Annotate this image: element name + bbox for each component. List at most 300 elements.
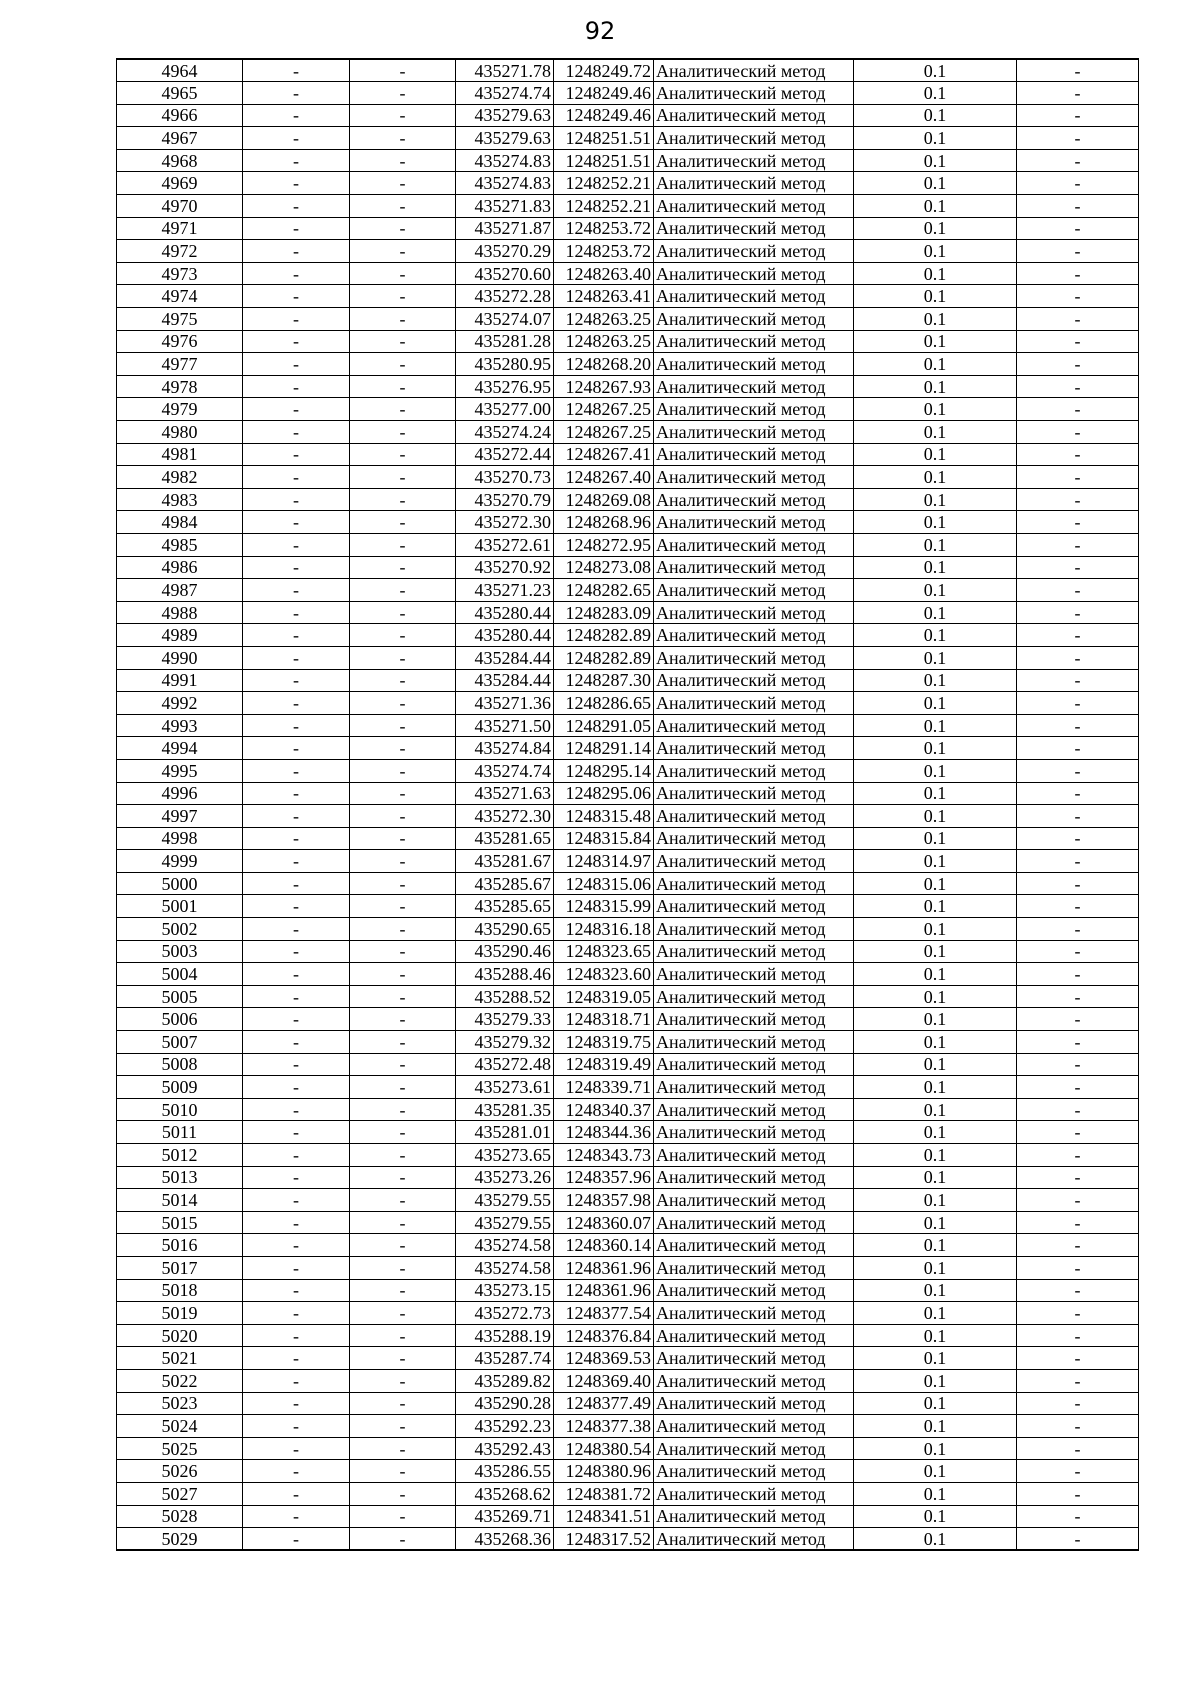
method-cell: Аналитический метод <box>654 759 854 782</box>
dash-cell: - <box>1017 692 1139 715</box>
precision-cell: 0.1 <box>854 1460 1017 1483</box>
dash-cell: - <box>1017 217 1139 240</box>
y-coordinate-cell: 1248340.37 <box>554 1098 654 1121</box>
table-row <box>117 918 1139 941</box>
point-number-cell: 4971 <box>117 217 243 240</box>
dash-cell: - <box>350 149 456 172</box>
x-coordinate-cell: 435274.84 <box>456 737 554 760</box>
y-coordinate-cell: 1248380.96 <box>554 1460 654 1483</box>
dash-cell: - <box>1017 579 1139 602</box>
dash-cell: - <box>243 195 350 218</box>
dash-cell: - <box>1017 1437 1139 1460</box>
dash-cell: - <box>350 737 456 760</box>
precision-cell: 0.1 <box>854 59 1017 82</box>
dash-cell: - <box>243 759 350 782</box>
y-coordinate-cell: 1248263.41 <box>554 285 654 308</box>
dash-cell: - <box>1017 488 1139 511</box>
dash-cell: - <box>1017 1098 1139 1121</box>
point-number-cell: 5001 <box>117 895 243 918</box>
precision-cell: 0.1 <box>854 850 1017 873</box>
point-number-cell: 4987 <box>117 579 243 602</box>
dash-cell: - <box>1017 1302 1139 1325</box>
table-row <box>117 217 1139 240</box>
x-coordinate-cell: 435279.63 <box>456 127 554 150</box>
y-coordinate-cell: 1248377.54 <box>554 1302 654 1325</box>
dash-cell: - <box>350 714 456 737</box>
dash-cell: - <box>350 240 456 263</box>
dash-cell: - <box>1017 1189 1139 1212</box>
method-cell: Аналитический метод <box>654 488 854 511</box>
point-number-cell: 5013 <box>117 1166 243 1189</box>
dash-cell: - <box>350 330 456 353</box>
dash-cell: - <box>1017 1144 1139 1167</box>
precision-cell: 0.1 <box>854 1528 1017 1551</box>
dash-cell: - <box>1017 985 1139 1008</box>
precision-cell: 0.1 <box>854 127 1017 150</box>
method-cell: Аналитический метод <box>654 1505 854 1528</box>
dash-cell: - <box>350 940 456 963</box>
table-row <box>117 1076 1139 1099</box>
point-number-cell: 5004 <box>117 963 243 986</box>
dash-cell: - <box>1017 1415 1139 1438</box>
dash-cell: - <box>350 1031 456 1054</box>
x-coordinate-cell: 435272.28 <box>456 285 554 308</box>
x-coordinate-cell: 435292.43 <box>456 1437 554 1460</box>
point-number-cell: 4998 <box>117 827 243 850</box>
y-coordinate-cell: 1248316.18 <box>554 918 654 941</box>
method-cell: Аналитический метод <box>654 579 854 602</box>
dash-cell: - <box>1017 240 1139 263</box>
table-row <box>117 398 1139 421</box>
table-row <box>117 805 1139 828</box>
method-cell: Аналитический метод <box>654 872 854 895</box>
precision-cell: 0.1 <box>854 330 1017 353</box>
table-row <box>117 1369 1139 1392</box>
x-coordinate-cell: 435271.87 <box>456 217 554 240</box>
table-row <box>117 1166 1139 1189</box>
point-number-cell: 5007 <box>117 1031 243 1054</box>
table-row <box>117 714 1139 737</box>
table-row <box>117 692 1139 715</box>
method-cell: Аналитический метод <box>654 1144 854 1167</box>
y-coordinate-cell: 1248282.89 <box>554 624 654 647</box>
dash-cell: - <box>243 375 350 398</box>
dash-cell: - <box>350 1528 456 1551</box>
dash-cell: - <box>350 827 456 850</box>
dash-cell: - <box>350 1008 456 1031</box>
x-coordinate-cell: 435272.73 <box>456 1302 554 1325</box>
dash-cell: - <box>243 1098 350 1121</box>
dash-cell: - <box>1017 1234 1139 1257</box>
table-row <box>117 1008 1139 1031</box>
dash-cell: - <box>350 1437 456 1460</box>
dash-cell: - <box>243 1302 350 1325</box>
precision-cell: 0.1 <box>854 1505 1017 1528</box>
dash-cell: - <box>350 466 456 489</box>
y-coordinate-cell: 1248268.20 <box>554 353 654 376</box>
method-cell: Аналитический метод <box>654 669 854 692</box>
precision-cell: 0.1 <box>854 1369 1017 1392</box>
point-number-cell: 4974 <box>117 285 243 308</box>
y-coordinate-cell: 1248282.65 <box>554 579 654 602</box>
method-cell: Аналитический метод <box>654 1302 854 1325</box>
method-cell: Аналитический метод <box>654 963 854 986</box>
table-row <box>117 443 1139 466</box>
precision-cell: 0.1 <box>854 601 1017 624</box>
dash-cell: - <box>350 1144 456 1167</box>
table-row <box>117 1031 1139 1054</box>
y-coordinate-cell: 1248315.48 <box>554 805 654 828</box>
dash-cell: - <box>350 1211 456 1234</box>
dash-cell: - <box>243 1482 350 1505</box>
dash-cell: - <box>243 1392 350 1415</box>
method-cell: Аналитический метод <box>654 1324 854 1347</box>
x-coordinate-cell: 435279.63 <box>456 104 554 127</box>
method-cell: Аналитический метод <box>654 466 854 489</box>
dash-cell: - <box>1017 1031 1139 1054</box>
precision-cell: 0.1 <box>854 488 1017 511</box>
method-cell: Аналитический метод <box>654 1256 854 1279</box>
y-coordinate-cell: 1248314.97 <box>554 850 654 873</box>
method-cell: Аналитический метод <box>654 1347 854 1370</box>
dash-cell: - <box>350 1189 456 1212</box>
x-coordinate-cell: 435273.26 <box>456 1166 554 1189</box>
y-coordinate-cell: 1248263.25 <box>554 308 654 331</box>
table-row <box>117 375 1139 398</box>
dash-cell: - <box>350 104 456 127</box>
dash-cell: - <box>1017 1279 1139 1302</box>
point-number-cell: 4967 <box>117 127 243 150</box>
method-cell: Аналитический метод <box>654 985 854 1008</box>
dash-cell: - <box>243 59 350 82</box>
method-cell: Аналитический метод <box>654 1121 854 1144</box>
point-number-cell: 5021 <box>117 1347 243 1370</box>
y-coordinate-cell: 1248319.05 <box>554 985 654 1008</box>
precision-cell: 0.1 <box>854 172 1017 195</box>
y-coordinate-cell: 1248249.72 <box>554 59 654 82</box>
precision-cell: 0.1 <box>854 1347 1017 1370</box>
x-coordinate-cell: 435288.19 <box>456 1324 554 1347</box>
x-coordinate-cell: 435279.55 <box>456 1189 554 1212</box>
x-coordinate-cell: 435274.24 <box>456 421 554 444</box>
dash-cell: - <box>1017 443 1139 466</box>
point-number-cell: 4989 <box>117 624 243 647</box>
dash-cell: - <box>350 1121 456 1144</box>
y-coordinate-cell: 1248360.14 <box>554 1234 654 1257</box>
precision-cell: 0.1 <box>854 533 1017 556</box>
method-cell: Аналитический метод <box>654 1392 854 1415</box>
precision-cell: 0.1 <box>854 1076 1017 1099</box>
precision-cell: 0.1 <box>854 285 1017 308</box>
precision-cell: 0.1 <box>854 759 1017 782</box>
point-number-cell: 4970 <box>117 195 243 218</box>
y-coordinate-cell: 1248263.40 <box>554 262 654 285</box>
table-row <box>117 895 1139 918</box>
precision-cell: 0.1 <box>854 940 1017 963</box>
dash-cell: - <box>243 1053 350 1076</box>
method-cell: Аналитический метод <box>654 285 854 308</box>
dash-cell: - <box>1017 1166 1139 1189</box>
dash-cell: - <box>350 127 456 150</box>
precision-cell: 0.1 <box>854 985 1017 1008</box>
method-cell: Аналитический метод <box>654 1166 854 1189</box>
table-row <box>117 466 1139 489</box>
dash-cell: - <box>243 421 350 444</box>
dash-cell: - <box>350 895 456 918</box>
dash-cell: - <box>350 217 456 240</box>
y-coordinate-cell: 1248282.89 <box>554 646 654 669</box>
precision-cell: 0.1 <box>854 805 1017 828</box>
precision-cell: 0.1 <box>854 714 1017 737</box>
method-cell: Аналитический метод <box>654 1189 854 1212</box>
dash-cell: - <box>1017 1076 1139 1099</box>
dash-cell: - <box>350 398 456 421</box>
x-coordinate-cell: 435287.74 <box>456 1347 554 1370</box>
method-cell: Аналитический метод <box>654 1528 854 1551</box>
x-coordinate-cell: 435272.30 <box>456 511 554 534</box>
method-cell: Аналитический метод <box>654 1279 854 1302</box>
method-cell: Аналитический метод <box>654 172 854 195</box>
method-cell: Аналитический метод <box>654 1031 854 1054</box>
y-coordinate-cell: 1248344.36 <box>554 1121 654 1144</box>
dash-cell: - <box>243 285 350 308</box>
point-number-cell: 4995 <box>117 759 243 782</box>
precision-cell: 0.1 <box>854 308 1017 331</box>
table-row <box>117 488 1139 511</box>
dash-cell: - <box>243 172 350 195</box>
y-coordinate-cell: 1248295.06 <box>554 782 654 805</box>
y-coordinate-cell: 1248253.72 <box>554 240 654 263</box>
precision-cell: 0.1 <box>854 1144 1017 1167</box>
method-cell: Аналитический метод <box>654 1460 854 1483</box>
dash-cell: - <box>243 308 350 331</box>
table-row <box>117 308 1139 331</box>
method-cell: Аналитический метод <box>654 827 854 850</box>
method-cell: Аналитический метод <box>654 127 854 150</box>
dash-cell: - <box>350 646 456 669</box>
method-cell: Аналитический метод <box>654 353 854 376</box>
dash-cell: - <box>1017 511 1139 534</box>
dash-cell: - <box>350 601 456 624</box>
dash-cell: - <box>1017 421 1139 444</box>
dash-cell: - <box>243 782 350 805</box>
dash-cell: - <box>350 805 456 828</box>
method-cell: Аналитический метод <box>654 692 854 715</box>
method-cell: Аналитический метод <box>654 217 854 240</box>
x-coordinate-cell: 435270.92 <box>456 556 554 579</box>
dash-cell: - <box>243 149 350 172</box>
precision-cell: 0.1 <box>854 1437 1017 1460</box>
table-row <box>117 940 1139 963</box>
method-cell: Аналитический метод <box>654 195 854 218</box>
method-cell: Аналитический метод <box>654 1482 854 1505</box>
y-coordinate-cell: 1248369.40 <box>554 1369 654 1392</box>
y-coordinate-cell: 1248315.84 <box>554 827 654 850</box>
dash-cell: - <box>350 262 456 285</box>
dash-cell: - <box>243 1437 350 1460</box>
dash-cell: - <box>350 443 456 466</box>
dash-cell: - <box>1017 918 1139 941</box>
dash-cell: - <box>243 646 350 669</box>
dash-cell: - <box>350 985 456 1008</box>
method-cell: Аналитический метод <box>654 1008 854 1031</box>
dash-cell: - <box>243 1505 350 1528</box>
method-cell: Аналитический метод <box>654 1098 854 1121</box>
dash-cell: - <box>350 1415 456 1438</box>
point-number-cell: 4968 <box>117 149 243 172</box>
method-cell: Аналитический метод <box>654 240 854 263</box>
dash-cell: - <box>243 1008 350 1031</box>
y-coordinate-cell: 1248341.51 <box>554 1505 654 1528</box>
dash-cell: - <box>350 1482 456 1505</box>
dash-cell: - <box>350 1256 456 1279</box>
dash-cell: - <box>350 1098 456 1121</box>
dash-cell: - <box>243 127 350 150</box>
y-coordinate-cell: 1248376.84 <box>554 1324 654 1347</box>
dash-cell: - <box>350 1505 456 1528</box>
dash-cell: - <box>1017 556 1139 579</box>
table-row <box>117 1392 1139 1415</box>
point-number-cell: 4980 <box>117 421 243 444</box>
dash-cell: - <box>243 714 350 737</box>
dash-cell: - <box>1017 601 1139 624</box>
dash-cell: - <box>243 872 350 895</box>
dash-cell: - <box>243 940 350 963</box>
y-coordinate-cell: 1248267.40 <box>554 466 654 489</box>
precision-cell: 0.1 <box>854 692 1017 715</box>
dash-cell: - <box>350 624 456 647</box>
y-coordinate-cell: 1248318.71 <box>554 1008 654 1031</box>
point-number-cell: 4977 <box>117 353 243 376</box>
dash-cell: - <box>1017 646 1139 669</box>
y-coordinate-cell: 1248263.25 <box>554 330 654 353</box>
x-coordinate-cell: 435270.73 <box>456 466 554 489</box>
x-coordinate-cell: 435271.78 <box>456 59 554 82</box>
x-coordinate-cell: 435274.83 <box>456 149 554 172</box>
table-row <box>117 1460 1139 1483</box>
point-number-cell: 5020 <box>117 1324 243 1347</box>
table-row <box>117 601 1139 624</box>
y-coordinate-cell: 1248361.96 <box>554 1256 654 1279</box>
precision-cell: 0.1 <box>854 918 1017 941</box>
x-coordinate-cell: 435288.46 <box>456 963 554 986</box>
table-row <box>117 1482 1139 1505</box>
dash-cell: - <box>1017 398 1139 421</box>
dash-cell: - <box>243 1121 350 1144</box>
point-number-cell: 5019 <box>117 1302 243 1325</box>
precision-cell: 0.1 <box>854 895 1017 918</box>
dash-cell: - <box>243 398 350 421</box>
dash-cell: - <box>243 443 350 466</box>
x-coordinate-cell: 435270.29 <box>456 240 554 263</box>
dash-cell: - <box>243 1279 350 1302</box>
precision-cell: 0.1 <box>854 827 1017 850</box>
point-number-cell: 4964 <box>117 59 243 82</box>
dash-cell: - <box>1017 1347 1139 1370</box>
method-cell: Аналитический метод <box>654 149 854 172</box>
y-coordinate-cell: 1248323.65 <box>554 940 654 963</box>
precision-cell: 0.1 <box>854 1302 1017 1325</box>
table-row <box>117 1415 1139 1438</box>
dash-cell: - <box>1017 805 1139 828</box>
method-cell: Аналитический метод <box>654 104 854 127</box>
dash-cell: - <box>350 82 456 105</box>
point-number-cell: 4973 <box>117 262 243 285</box>
y-coordinate-cell: 1248267.41 <box>554 443 654 466</box>
page-number: 92 <box>584 17 616 45</box>
method-cell: Аналитический метод <box>654 421 854 444</box>
precision-cell: 0.1 <box>854 1189 1017 1212</box>
point-number-cell: 5024 <box>117 1415 243 1438</box>
point-number-cell: 5002 <box>117 918 243 941</box>
table-row <box>117 1189 1139 1212</box>
method-cell: Аналитический метод <box>654 714 854 737</box>
table-row <box>117 330 1139 353</box>
dash-cell: - <box>243 1076 350 1099</box>
precision-cell: 0.1 <box>854 1098 1017 1121</box>
x-coordinate-cell: 435271.23 <box>456 579 554 602</box>
y-coordinate-cell: 1248381.72 <box>554 1482 654 1505</box>
dash-cell: - <box>1017 669 1139 692</box>
table-row <box>117 1302 1139 1325</box>
precision-cell: 0.1 <box>854 1256 1017 1279</box>
table-row <box>117 1505 1139 1528</box>
precision-cell: 0.1 <box>854 104 1017 127</box>
method-cell: Аналитический метод <box>654 737 854 760</box>
dash-cell: - <box>1017 737 1139 760</box>
point-number-cell: 4993 <box>117 714 243 737</box>
dash-cell: - <box>1017 375 1139 398</box>
precision-cell: 0.1 <box>854 511 1017 534</box>
x-coordinate-cell: 435271.50 <box>456 714 554 737</box>
x-coordinate-cell: 435292.23 <box>456 1415 554 1438</box>
table-row <box>117 353 1139 376</box>
method-cell: Аналитический метод <box>654 443 854 466</box>
precision-cell: 0.1 <box>854 262 1017 285</box>
point-number-cell: 4988 <box>117 601 243 624</box>
point-number-cell: 5003 <box>117 940 243 963</box>
x-coordinate-cell: 435279.33 <box>456 1008 554 1031</box>
precision-cell: 0.1 <box>854 1234 1017 1257</box>
dash-cell: - <box>1017 1211 1139 1234</box>
y-coordinate-cell: 1248319.75 <box>554 1031 654 1054</box>
dash-cell: - <box>350 669 456 692</box>
precision-cell: 0.1 <box>854 1392 1017 1415</box>
precision-cell: 0.1 <box>854 1324 1017 1347</box>
table-row <box>117 556 1139 579</box>
dash-cell: - <box>243 353 350 376</box>
dash-cell: - <box>350 1369 456 1392</box>
x-coordinate-cell: 435279.55 <box>456 1211 554 1234</box>
dash-cell: - <box>350 963 456 986</box>
dash-cell: - <box>1017 1528 1139 1551</box>
dash-cell: - <box>350 421 456 444</box>
dash-cell: - <box>350 1324 456 1347</box>
x-coordinate-cell: 435290.28 <box>456 1392 554 1415</box>
x-coordinate-cell: 435274.58 <box>456 1234 554 1257</box>
point-number-cell: 5022 <box>117 1369 243 1392</box>
precision-cell: 0.1 <box>854 443 1017 466</box>
point-number-cell: 5008 <box>117 1053 243 1076</box>
dash-cell: - <box>243 1415 350 1438</box>
table-row <box>117 1053 1139 1076</box>
point-number-cell: 5000 <box>117 872 243 895</box>
point-number-cell: 5011 <box>117 1121 243 1144</box>
dash-cell: - <box>350 1460 456 1483</box>
x-coordinate-cell: 435272.48 <box>456 1053 554 1076</box>
dash-cell: - <box>243 217 350 240</box>
point-number-cell: 4965 <box>117 82 243 105</box>
